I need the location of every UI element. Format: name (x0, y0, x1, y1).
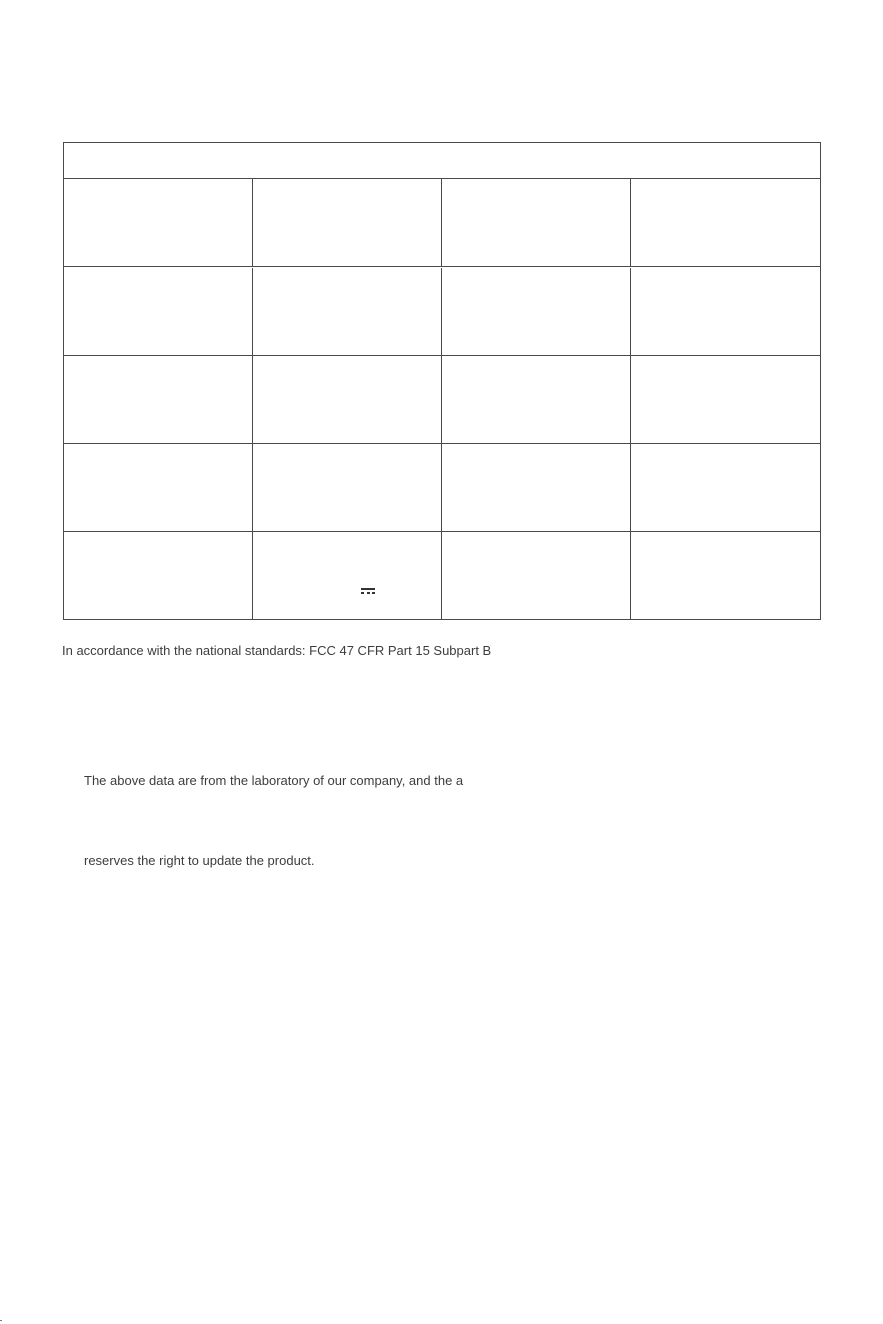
table-cell (631, 268, 820, 355)
table-row (64, 532, 820, 620)
table-cell (253, 356, 442, 443)
table-cell (631, 444, 820, 531)
table-cell (442, 179, 631, 266)
specifications-table (63, 142, 821, 620)
dc-current-symbol-icon (361, 588, 375, 596)
table-cell (442, 444, 631, 531)
table-cell (253, 532, 442, 620)
table-cell (631, 356, 820, 443)
table-cell (442, 268, 631, 355)
table-cell (631, 532, 820, 620)
laboratory-data-note: The above data are from the laboratory of our company, and the a (84, 773, 464, 788)
table-cell (253, 268, 442, 355)
table-row (64, 356, 820, 444)
page-corner-mark (0, 1320, 2, 1321)
table-cell (442, 356, 631, 443)
table-cell (64, 532, 253, 620)
table-cell (64, 268, 253, 355)
table-row (64, 444, 820, 532)
table-cell (253, 444, 442, 531)
table-cell (64, 444, 253, 531)
table-cell (64, 179, 253, 266)
table-cell (253, 179, 442, 266)
table-header-row (64, 143, 820, 179)
table-row (64, 179, 820, 267)
national-standards-text: In accordance with the national standards: FCC 47 CFR Part 15 Subpart B (62, 643, 492, 658)
table-cell (442, 532, 631, 620)
product-update-rights-note: reserves the right to update the product. (84, 853, 315, 868)
table-row (64, 268, 820, 356)
table-cell (631, 179, 820, 266)
table-cell (64, 356, 253, 443)
